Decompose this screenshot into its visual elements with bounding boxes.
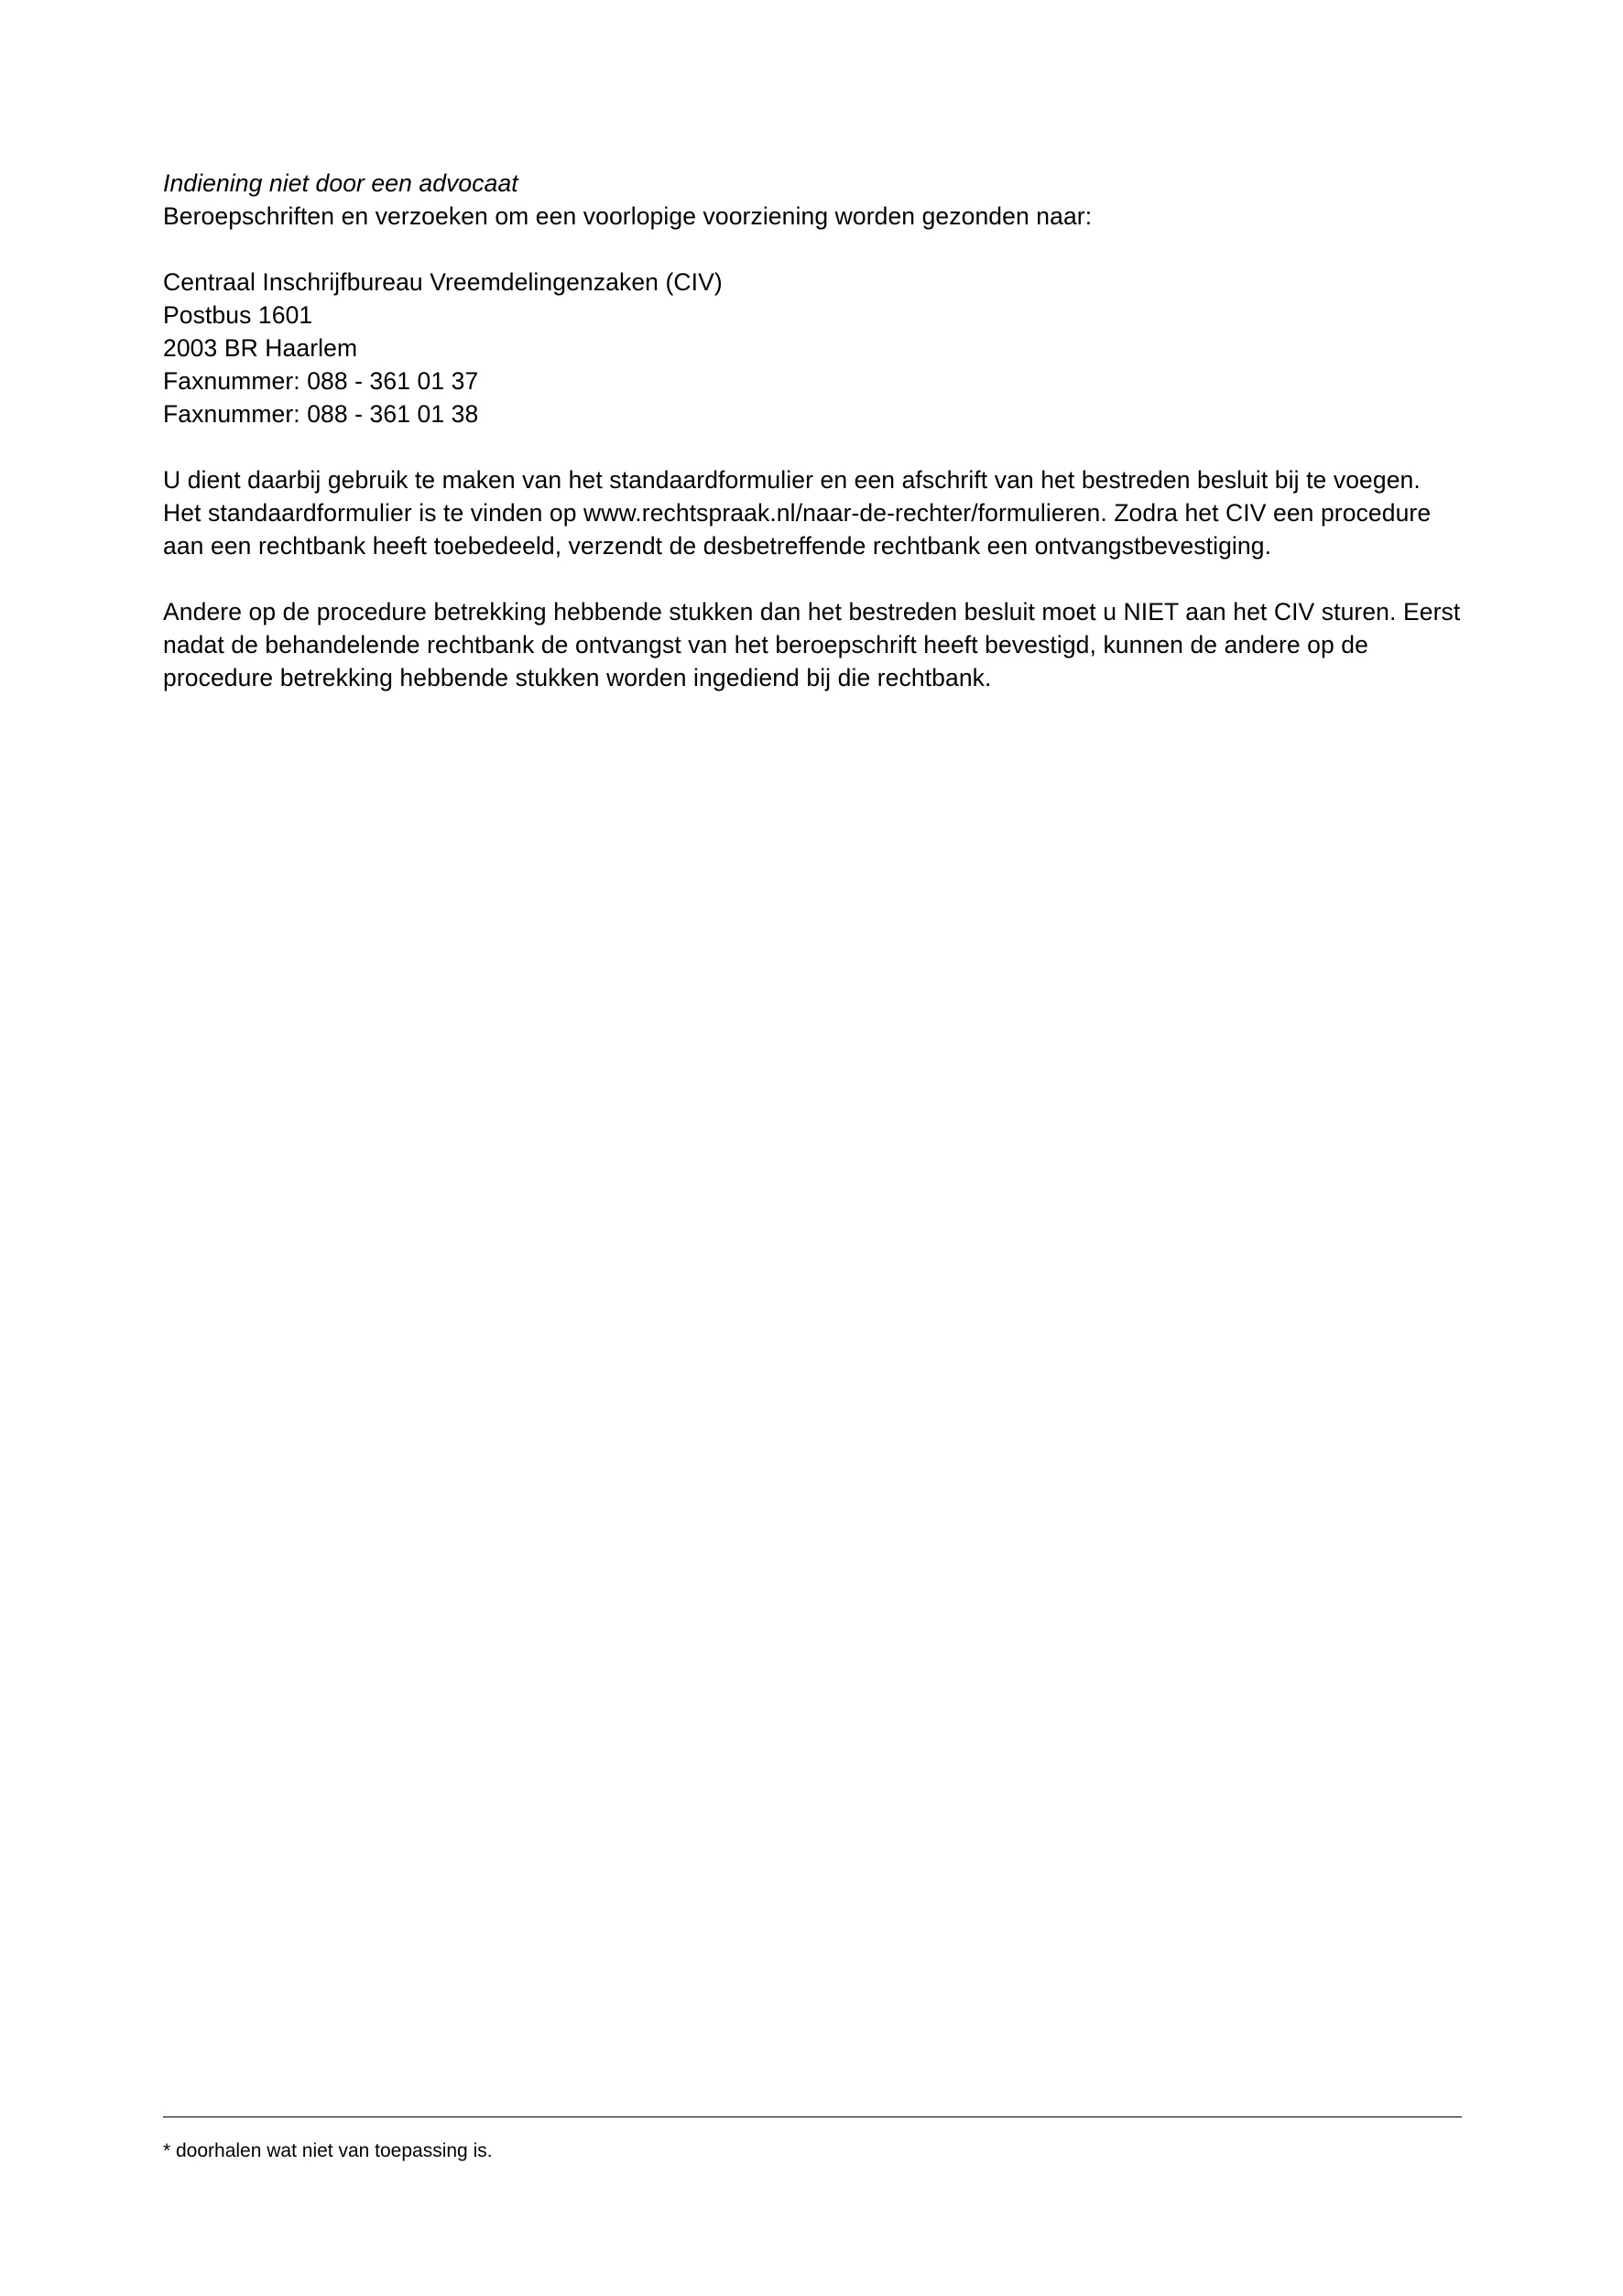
spacer-2 bbox=[163, 430, 1462, 463]
paragraph-block-2 bbox=[163, 595, 1462, 694]
paragraph-block-1 bbox=[163, 463, 1462, 562]
footer-divider bbox=[163, 2116, 1462, 2117]
footnote-text: * doorhalen wat niet van toepassing is. bbox=[163, 2140, 493, 2161]
address-city: 2003 BR Haarlem bbox=[163, 334, 358, 362]
address-block bbox=[163, 266, 1462, 430]
address-organisation: Centraal Inschrijfbureau Vreemdelingenzaken (CIV) bbox=[163, 268, 723, 296]
spacer-3 bbox=[163, 562, 1462, 595]
intro-line: Beroepschriften en verzoeken om een voorlopige voorziening worden gezonden naar: bbox=[163, 202, 1093, 230]
intro-block bbox=[163, 167, 1462, 233]
intro-heading: Indiening niet door een advocaat bbox=[163, 169, 518, 197]
paragraph-andere-stukken: Andere op de procedure betrekking hebbende stukken dan het bestreden besluit moet u NIET aan het CIV sturen. Eerst nadat de behandelende rechtbank de ontvangst van het beroepschrift heeft bevestigd, kunnen de andere op de procedure betrekking hebbende stukken worden ingediend bij die rechtbank. bbox=[163, 598, 1461, 691]
address-postbox: Postbus 1601 bbox=[163, 301, 313, 329]
paragraph-standaardformulier: U dient daarbij gebruik te maken van het standaardformulier en een afschrift van het bestreden besluit bij te voegen. Het standaardformulier is te vinden op www.rechtspraak.nl/naar-de-rechter/formulieren. Zodra het CIV een procedure aan een rechtbank heeft toebedeeld, verzendt de desbetreffende rechtbank een ontvangstbevestiging. bbox=[163, 466, 1432, 560]
address-fax-1: Faxnummer: 088 - 361 01 37 bbox=[163, 367, 479, 395]
address-fax-2: Faxnummer: 088 - 361 01 38 bbox=[163, 400, 479, 428]
document-body bbox=[163, 167, 1462, 694]
spacer-1 bbox=[163, 233, 1462, 266]
